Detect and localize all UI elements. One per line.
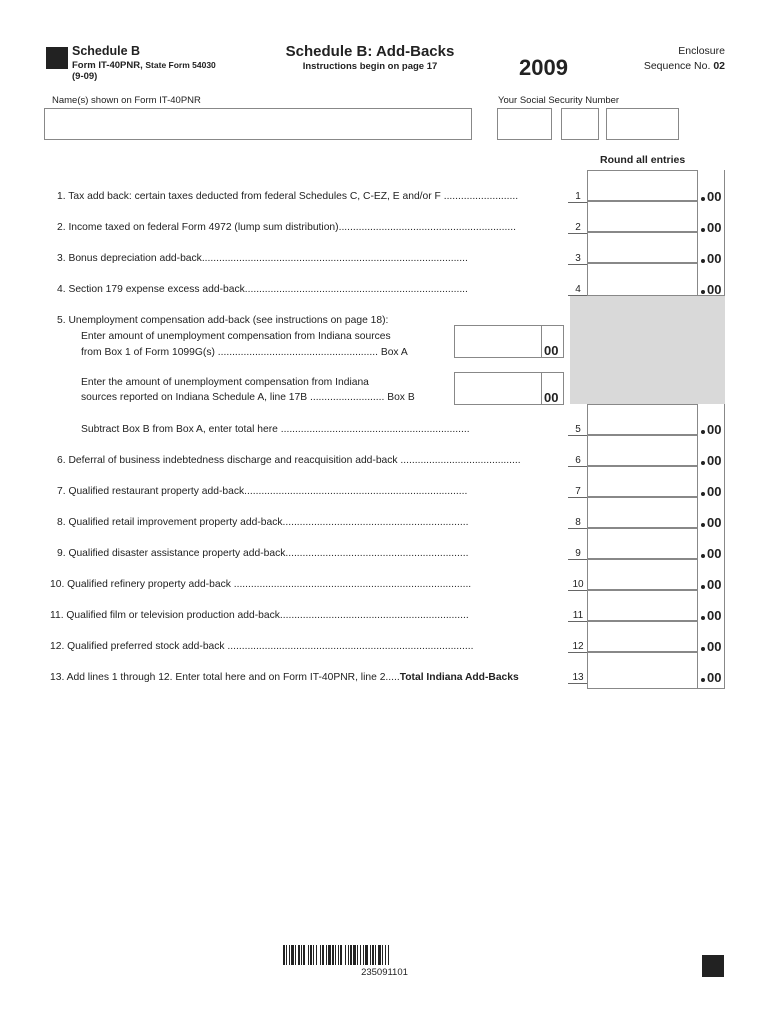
- form-line-state: State Form 54030: [145, 60, 216, 70]
- corner-mark-bottom-right: [702, 955, 724, 977]
- line-8-text: 8. Qualified retail improvement property add-back.................................................................: [57, 517, 469, 528]
- line-4-decimal-dot: [701, 290, 705, 294]
- shaded-area: [570, 296, 725, 404]
- line-9-text: 9. Qualified disaster assistance property add-back................................................................: [57, 548, 469, 559]
- line-7-amount-input[interactable]: [587, 466, 698, 497]
- line-11-cents: 00: [707, 608, 722, 623]
- box-a-amount-input[interactable]: [454, 325, 542, 358]
- form-line: [72, 60, 216, 71]
- line-6-decimal-dot: [701, 461, 705, 465]
- line-4-number: 4: [568, 284, 588, 296]
- line-10-text: 10. Qualified refinery property add-back ...................................................................................: [50, 579, 472, 590]
- line-9-decimal-dot: [701, 554, 705, 558]
- line-3-decimal-dot: [701, 259, 705, 263]
- line-9-amount-input[interactable]: [587, 528, 698, 559]
- line-4-cents: 00: [707, 282, 722, 297]
- names-label: Name(s) shown on Form IT-40PNR: [52, 95, 201, 106]
- line-3-text: 3. Bonus depreciation add-back.............................................................................................: [57, 253, 468, 264]
- schedule-label: Schedule B: [72, 44, 141, 58]
- barcode-number: 235091101: [361, 967, 408, 978]
- line-13-amount-input[interactable]: [587, 652, 698, 689]
- barcode: [283, 945, 486, 965]
- line-12-text: 12. Qualified preferred stock add-back ......................................................................................: [50, 641, 474, 652]
- names-input[interactable]: [44, 108, 472, 140]
- line-13-text: [50, 672, 565, 683]
- box-a-cents: 00: [544, 343, 559, 358]
- ssn-label: Your Social Security Number: [498, 95, 620, 106]
- line-3-number: 3: [568, 253, 588, 265]
- line-11-amount-input[interactable]: [587, 590, 698, 621]
- page-title: Schedule B: Add-Backs: [285, 43, 455, 60]
- line-8-number: 8: [568, 517, 588, 529]
- line-2-amount-input[interactable]: [587, 201, 698, 232]
- line-5-decimal-dot: [701, 430, 705, 434]
- line-13-cents: 00: [707, 670, 722, 685]
- line-6-number: 6: [568, 455, 588, 467]
- sequence-number: 02: [713, 60, 725, 72]
- line-2-number: 2: [568, 222, 588, 234]
- sequence-label: Sequence No.: [643, 60, 711, 72]
- line-13-decimal-dot: [701, 678, 705, 682]
- line-4-text: 4. Section 179 expense excess add-back..............................................................................: [57, 284, 468, 295]
- line-9-number: 9: [568, 548, 588, 560]
- line-11-number: 11: [568, 610, 588, 622]
- line-13-total-label: Total Indiana Add-Backs: [399, 672, 519, 683]
- line-9-cents: 00: [707, 546, 722, 561]
- line-12-cents: 00: [707, 639, 722, 654]
- line-7-decimal-dot: [701, 492, 705, 496]
- line-5-box-b-line2: sources reported on Indiana Schedule A, line 17B .......................... Box B: [81, 392, 415, 403]
- line-1-number: 1: [568, 191, 588, 203]
- line-4-amount-input[interactable]: [587, 263, 698, 296]
- line-8-decimal-dot: [701, 523, 705, 527]
- line-7-text: 7. Qualified restaurant property add-back..............................................................................: [57, 486, 468, 497]
- line-1-text: 1. Tax add back: certain taxes deducted from federal Schedules C, C-EZ, E and/or F ..........................: [57, 191, 519, 202]
- line-12-number: 12: [568, 641, 588, 653]
- line-3-cents: 00: [707, 251, 722, 266]
- line-5-box-a-line2: from Box 1 of Form 1099G(s) ........................................................ Box A: [81, 347, 408, 358]
- line-5-cents: 00: [707, 422, 722, 437]
- round-note: Round all entries: [600, 154, 686, 166]
- line-10-decimal-dot: [701, 585, 705, 589]
- sequence-line: [600, 59, 725, 74]
- form-line-main: Form IT-40PNR,: [72, 60, 143, 71]
- ssn-input-part3[interactable]: [606, 108, 679, 140]
- line-10-amount-input[interactable]: [587, 559, 698, 590]
- instructions-note: Instructions begin on page 17: [302, 61, 438, 72]
- enclosure-block: [600, 44, 725, 74]
- box-b-cents: 00: [544, 390, 559, 405]
- line-12-amount-input[interactable]: [587, 621, 698, 652]
- revision-date: (9-09): [72, 71, 98, 82]
- box-b-amount-input[interactable]: [454, 372, 542, 405]
- line-11-decimal-dot: [701, 616, 705, 620]
- line-5-subtract-text: Subtract Box B from Box A, enter total here ..................................................................: [81, 424, 470, 435]
- line-2-cents: 00: [707, 220, 722, 235]
- line-8-cents: 00: [707, 515, 722, 530]
- line-5-intro: 5. Unemployment compensation add-back (see instructions on page 18):: [57, 315, 389, 326]
- line-7-cents: 00: [707, 484, 722, 499]
- line-7-number: 7: [568, 486, 588, 498]
- line-6-text: 6. Deferral of business indebtedness discharge and reacquisition add-back ..........................................: [57, 455, 521, 466]
- line-2-text: 2. Income taxed on federal Form 4972 (lump sum distribution)..............................................................: [57, 222, 516, 233]
- ssn-input-part2[interactable]: [561, 108, 599, 140]
- line-5-number: 5: [568, 424, 588, 436]
- ssn-input-part1[interactable]: [497, 108, 552, 140]
- line-10-cents: 00: [707, 577, 722, 592]
- tax-year: 2009: [519, 55, 568, 80]
- line-3-amount-input[interactable]: [587, 232, 698, 263]
- line-13-instruction: 13. Add lines 1 through 12. Enter total here and on Form IT-40PNR, line 2.....: [50, 672, 400, 683]
- line-1-amount-input[interactable]: [587, 170, 698, 201]
- line-2-decimal-dot: [701, 228, 705, 232]
- line-8-amount-input[interactable]: [587, 497, 698, 528]
- line-5-amount-input[interactable]: [587, 404, 698, 435]
- line-10-number: 10: [568, 579, 588, 591]
- line-5-box-b-line1: Enter the amount of unemployment compensation from Indiana: [81, 377, 369, 388]
- line-12-decimal-dot: [701, 647, 705, 651]
- line-6-cents: 00: [707, 453, 722, 468]
- line-5-box-a-line1: Enter amount of unemployment compensation from Indiana sources: [81, 331, 391, 342]
- line-6-amount-input[interactable]: [587, 435, 698, 466]
- line-13-number: 13: [568, 672, 588, 684]
- line-1-cents: 00: [707, 189, 722, 204]
- corner-mark-top-left: [46, 47, 68, 69]
- enclosure-label: Enclosure: [678, 45, 725, 57]
- line-1-decimal-dot: [701, 197, 705, 201]
- line-11-text: 11. Qualified film or television production add-back..................................................................: [50, 610, 469, 621]
